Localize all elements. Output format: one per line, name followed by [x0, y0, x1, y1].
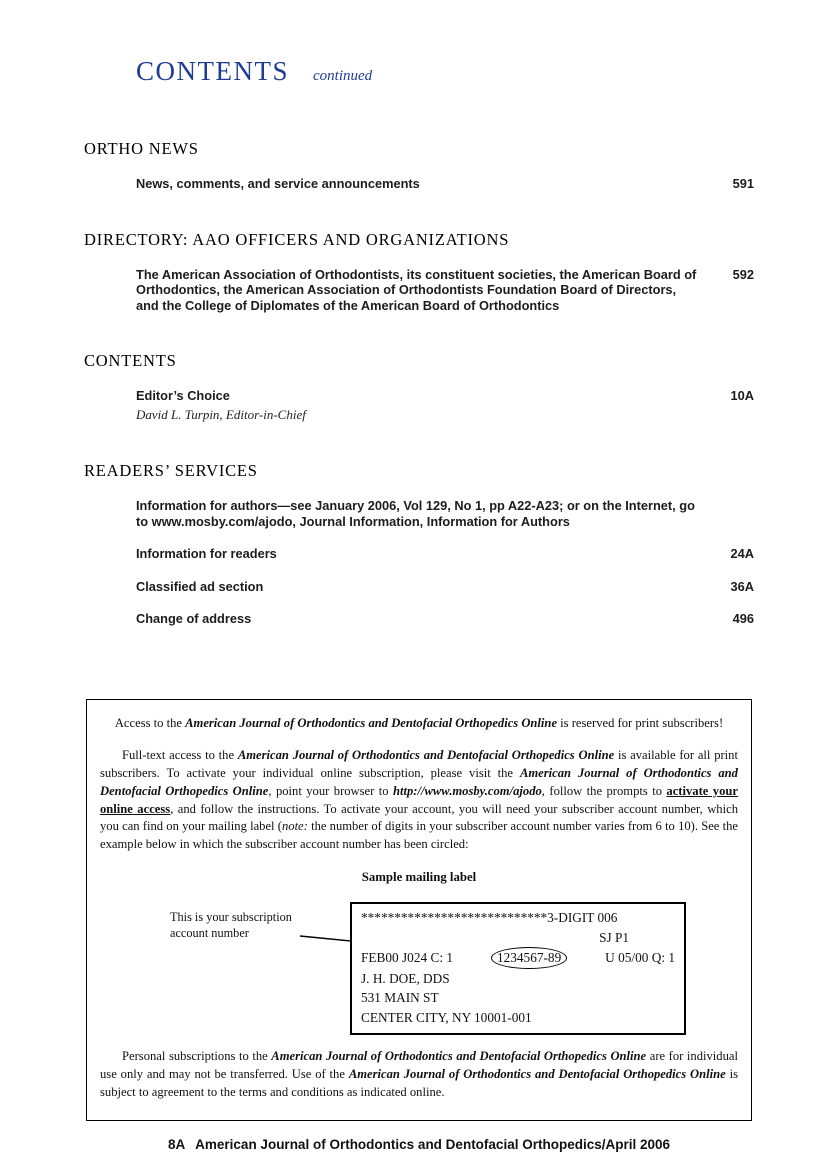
mailing-label-line: 531 MAIN ST — [361, 990, 439, 1006]
entries-ortho-news — [136, 176, 754, 192]
toc-entry — [136, 546, 754, 562]
text-segment: http://www.mosby.com/ajodo — [392, 783, 542, 798]
entry-page-number: 36A — [730, 578, 754, 594]
toc-entry — [136, 388, 754, 423]
footer-journal-line: American Journal of Orthodontics and Dentofacial Orthopedics/April 2006 — [195, 1137, 670, 1152]
mailing-label-code: FEB00 J024 C: 1 — [361, 950, 453, 966]
text-segment: the number of digits in your subscriber account number varies from 6 to 10). See the example below in which the subscriber account number has been circled: — [100, 819, 738, 852]
toc-sections — [84, 139, 754, 1152]
mailing-label-line: CENTER CITY, NY 10001-001 — [361, 1009, 532, 1025]
text-segment: American Journal of Orthodontics and Dentofacial Orthopedics Online — [348, 1067, 726, 1082]
entries-directory — [136, 267, 754, 314]
entry-title: Classified ad section — [136, 578, 264, 594]
mailing-label-line — [361, 947, 675, 969]
text-segment: is available for all print subscribers. To activate your individual online subscription, please visit the — [100, 747, 738, 780]
entry-title: Information for readers — [136, 546, 277, 562]
entry-page-number: 592 — [732, 266, 754, 282]
entries-contents — [136, 388, 754, 423]
entry-title: News, comments, and service announcements — [136, 176, 420, 191]
subscription-number-annotation: This is your subscription account number — [170, 910, 292, 941]
page-title: CONTENTS — [136, 56, 289, 86]
entry-title: Editor’s Choice — [136, 388, 230, 404]
text-segment: American Journal of Orthodontics and Dentofacial Orthopedics Online — [237, 747, 615, 762]
toc-entry — [136, 579, 754, 595]
text-segment: , point your browser to — [268, 783, 393, 798]
toc-header — [136, 0, 838, 87]
entry-page-number: 10A — [730, 388, 754, 404]
text-segment: Access to the — [114, 716, 186, 731]
section-heading-directory: DIRECTORY: AAO OFFICERS AND ORGANIZATIONS — [84, 229, 510, 249]
entry-title: The American Association of Orthodontists, its constituent societies, the American Board of Orthodontics, the American Association of Orthodontists Foundation Board of Directors, and the College of Diplomates of the American Board of Orthodontics — [136, 266, 697, 313]
text-segment: activate your online access — [100, 783, 738, 816]
section-heading-ortho-news: ORTHO NEWS — [84, 139, 199, 158]
sample-label-region — [100, 896, 738, 1042]
entry-byline: David L. Turpin, Editor-in-Chief — [136, 407, 306, 423]
entry-title-block — [136, 388, 306, 423]
entry-title: Information for authors—see January 2006, Vol 129, No 1, pp A22-A23; or on the Internet, go to www.mosby.com/ajodo, Journal Information, Information for Authors — [136, 498, 695, 529]
text-segment: , follow the prompts to — [541, 783, 667, 798]
entry-title: Change of address — [136, 611, 252, 627]
mailing-label-code: U 05/00 Q: 1 — [605, 950, 675, 966]
sample-label-title: Sample mailing label — [361, 870, 477, 885]
mailing-label-line: ****************************3-DIGIT 006 — [361, 910, 618, 926]
page-footer — [168, 1137, 670, 1152]
toc-entry — [136, 498, 754, 529]
toc-entry — [136, 267, 754, 314]
entry-page-number: 24A — [730, 546, 754, 562]
circled-account-number: 1234567-89 — [491, 947, 567, 969]
toc-entry — [136, 611, 754, 627]
footer-page-number: 8A — [168, 1137, 186, 1152]
notice-intro — [100, 715, 738, 733]
mailing-label-line: SJ P1 — [599, 929, 629, 945]
text-segment: are for individual use only and may not be transferred. Use of the — [100, 1049, 738, 1082]
sample-mailing-label — [350, 902, 686, 1035]
mailing-label-line: J. H. DOE, DDS — [361, 971, 450, 987]
section-heading-contents: CONTENTS — [84, 351, 177, 371]
entry-page-number: 496 — [732, 611, 754, 627]
text-segment: is subject to agreement to the terms and conditions as indicated online. — [100, 1067, 738, 1100]
entries-readers-services — [136, 498, 754, 627]
text-segment: is reserved for print subscribers! — [557, 716, 724, 731]
toc-entry — [136, 176, 754, 192]
text-segment: American Journal of Orthodontics and Dentofacial Orthopedics Online — [271, 1049, 647, 1064]
text-segment: note: — [281, 819, 308, 834]
continued-label: continued — [313, 68, 373, 84]
text-segment: Personal subscriptions to the — [122, 1049, 272, 1064]
text-segment: Full-text access to the — [122, 747, 238, 762]
notice-closing — [100, 1048, 738, 1102]
entry-page-number: 591 — [732, 176, 754, 191]
notice-body — [100, 747, 738, 854]
section-heading-readers-services: READERS’ SERVICES — [84, 461, 258, 481]
text-segment: , and follow the instructions. To activate your account, you will need your subscriber account number, which you can find on your mailing label ( — [100, 801, 738, 834]
text-segment: American Journal of Orthodontics and Dentofacial Orthopedics Online — [100, 765, 738, 798]
online-access-notice-box — [86, 699, 752, 1121]
text-segment: American Journal of Orthodontics and Dentofacial Orthopedics Online — [185, 716, 558, 731]
